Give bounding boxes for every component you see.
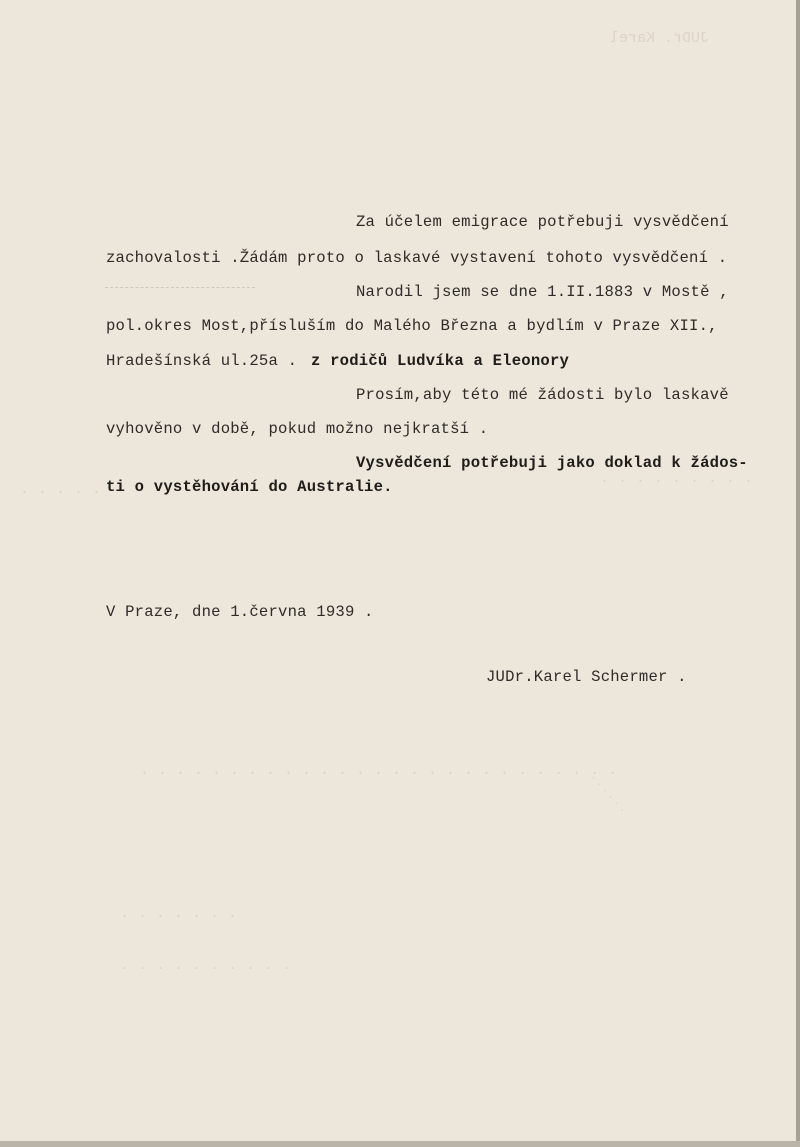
bleed-through-mark: . . . . . . . . . . . . . . . . . . . . . . . . . . .	[140, 762, 618, 779]
letter-line-bold: ti o vystěhování do Australie.	[106, 478, 393, 496]
letter-line: Narodil jsem se dne 1.II.1883 v Mostě ,	[356, 283, 729, 301]
letter-line: vyhověno v době, pokud možno nejkratší .	[106, 420, 489, 438]
letter-line: Za účelem emigrace potřebuji vysvědčení	[356, 213, 729, 231]
signature-line: JUDr.Karel Schermer .	[486, 668, 687, 686]
bleed-through-mark: JUDr. Karel	[610, 30, 710, 47]
letter-line: Hradešínská ul.25a .	[106, 352, 298, 370]
bleed-through-mark: . . . . . . . . . .	[120, 957, 292, 974]
bleed-through-mark: . . . . .	[20, 481, 102, 498]
letter-line: zachovalosti .Žádám proto o laskavé vystavení tohoto vysvědčení .	[106, 249, 728, 267]
bleed-through-mark: . . . . . . .	[120, 905, 238, 922]
paper-edge-bottom	[0, 1141, 800, 1147]
bleed-through-stamp: · · · · · ·	[586, 770, 631, 816]
letter-line: Prosím,aby této mé žádosti bylo laskavě	[356, 386, 729, 404]
bleed-through-mark: . . . . . . . . .	[600, 470, 754, 487]
letter-line: pol.okres Most,přísluším do Malého Března a bydlím v Praze XII.,	[106, 317, 718, 335]
letter-line-bold: z rodičů Ludvíka a Eleonory	[311, 352, 570, 370]
letter-line-bold: Vysvědčení potřebuji jako doklad k žádos-	[356, 454, 748, 472]
paper-edge-right	[796, 0, 800, 1147]
faint-dashed-mark	[105, 287, 255, 288]
date-line: V Praze, dne 1.června 1939 .	[106, 603, 374, 621]
